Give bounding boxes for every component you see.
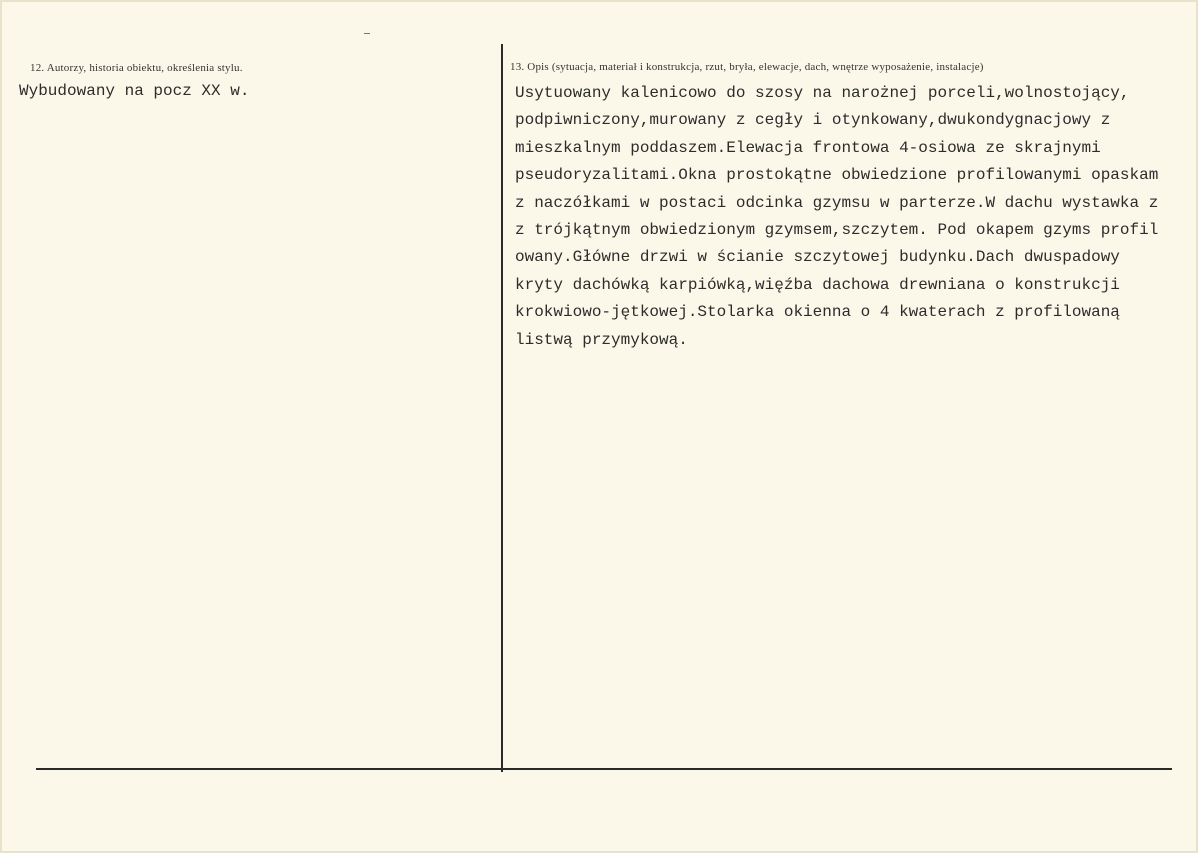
section-12-label: 12. Autorzy, historia obiektu, określenia stylu.	[30, 62, 243, 74]
bottom-rule	[36, 768, 1172, 770]
description-line: krokwiowo-jętkowej.Stolarka okienna o 4 kwaterach z profilowaną	[515, 303, 1120, 322]
description-line: podpiwniczony,murowany z cegły i otynkowany,dwukondygnacjowy z	[515, 111, 1111, 130]
description-line: listwą przymykową.	[515, 330, 688, 349]
section-13-label: 13. Opis (sytuacja, materiał i konstrukcja, rzut, bryła, elewacje, dach, wnętrze wyposażenie, instalacje)	[510, 61, 984, 73]
description-line: z trójkątnym obwiedzionym gzymsem,szczytem. Pod okapem gzyms profil	[515, 220, 1159, 239]
description-line: z naczółkami w postaci odcinka gzymsu w parterze.W dachu wystawka z	[515, 193, 1159, 212]
column-divider	[501, 44, 503, 772]
description-line: pseudoryzalitami.Okna prostokątne obwiedzione profilowanymi opaskam	[515, 166, 1159, 185]
description-line: mieszkalnym poddaszem.Elewacja frontowa 4-osiowa ze skrajnymi	[515, 138, 1101, 157]
description-line: Usytuowany kalenicowo do szosy na narożnej porceli,wolnostojący,	[515, 84, 1130, 102]
description-line: kryty dachówką karpiówką,więźba dachowa drewniana o konstrukcji	[515, 275, 1120, 294]
paper-mark	[364, 33, 370, 34]
section-13-description	[515, 80, 1198, 354]
section-12-text: Wybudowany na pocz XX w.	[19, 82, 250, 100]
description-line: owany.Główne drzwi w ścianie szczytowej budynku.Dach dwuspadowy	[515, 248, 1120, 267]
